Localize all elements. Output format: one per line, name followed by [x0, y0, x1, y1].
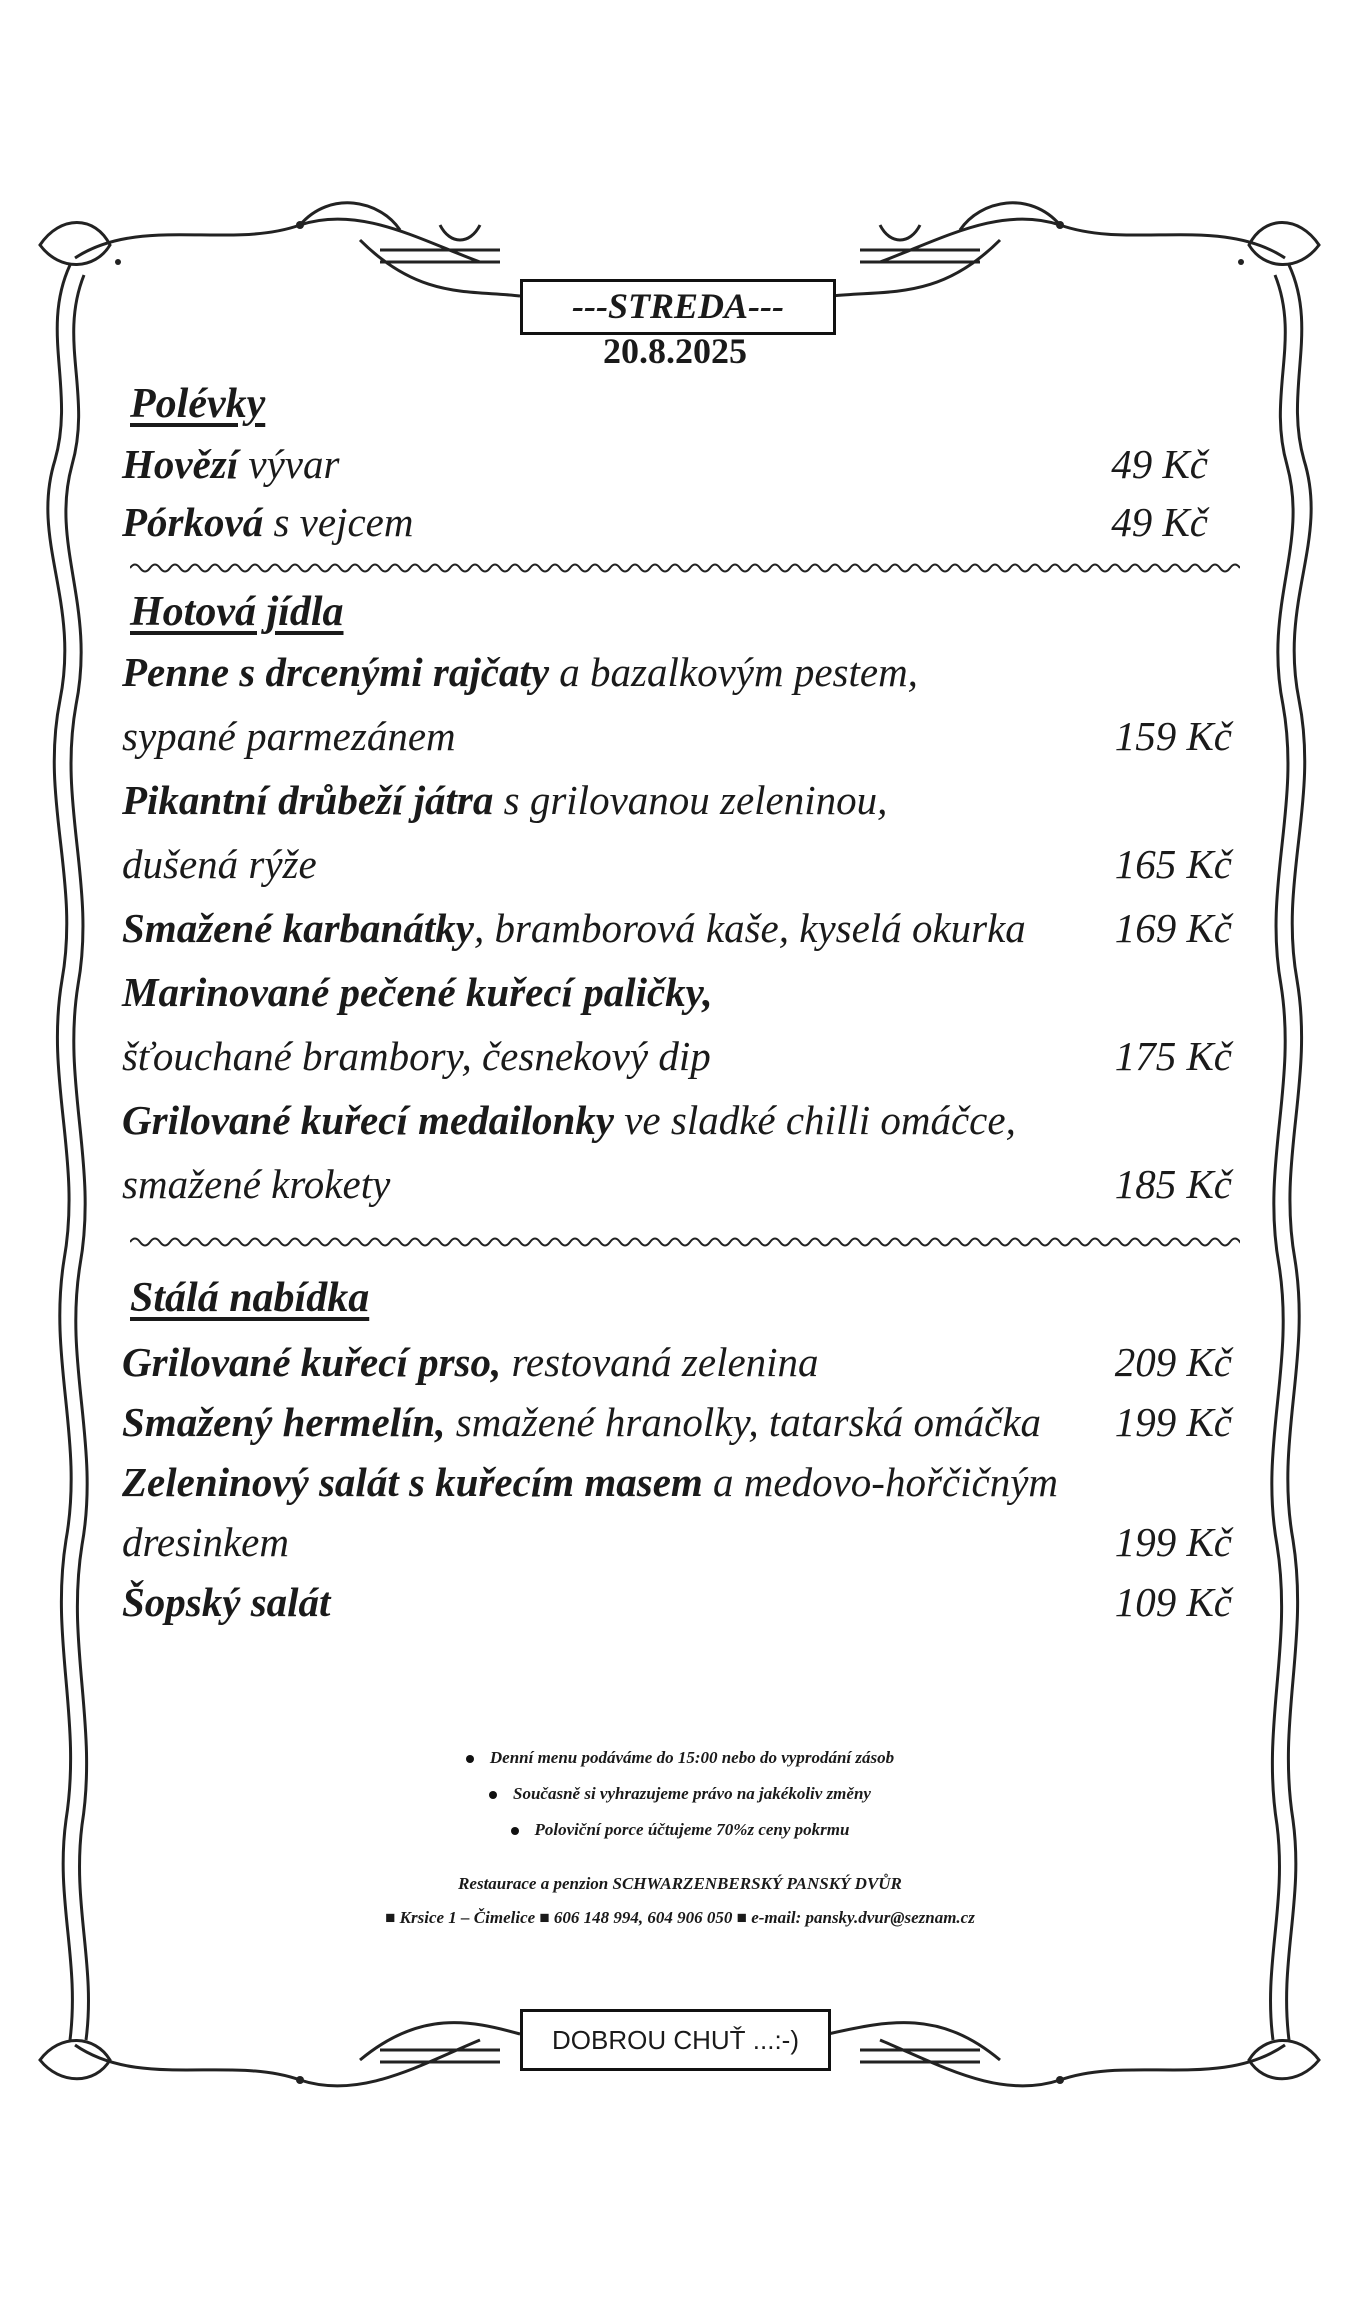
- item-description: a medovo-hořčičným: [702, 1459, 1059, 1505]
- item-description: ve sladké chilli omáčce,: [613, 1097, 1016, 1143]
- bullet-icon: [511, 1827, 519, 1835]
- item-name: Zeleninový salát s kuřecím masem: [122, 1459, 703, 1505]
- item-name: Marinované pečené kuřecí paličky,: [122, 969, 713, 1015]
- item-name: Grilované kuřecí prso,: [122, 1339, 502, 1385]
- menu-item: [122, 962, 1232, 1022]
- item-price: 109 Kč: [1114, 1579, 1232, 1625]
- menu-item: [122, 1392, 1232, 1452]
- wave-divider: [130, 1234, 1240, 1250]
- menu-item-line2: [122, 1512, 1232, 1572]
- item-description: a bazalkovým pestem,: [549, 649, 918, 695]
- item-name: Pórková: [122, 499, 264, 545]
- item-price: 199 Kč: [1114, 1519, 1232, 1565]
- item-name: Penne s drcenými rajčaty: [122, 649, 550, 695]
- item-description: smažené hranolky, tatarská omáčka: [445, 1399, 1042, 1445]
- day-title: ---STREDA---: [520, 279, 836, 335]
- item-description: sypané parmezánem: [122, 713, 456, 759]
- menu-item-line2: [122, 706, 1232, 766]
- item-name: Smažené karbanátky: [122, 905, 474, 951]
- note-item: Současně si vyhrazujeme právo na jakékoliv změny: [300, 1784, 1060, 1804]
- section-heading-hotova: Hotová jídla: [130, 589, 344, 635]
- item-name: Hovězí: [122, 441, 239, 487]
- menu-item: [122, 642, 1232, 702]
- item-price: 49 Kč: [1111, 499, 1208, 545]
- item-price: 165 Kč: [1114, 841, 1232, 887]
- item-description: smažené krokety: [122, 1161, 391, 1207]
- item-description: dresinkem: [122, 1519, 289, 1565]
- menu-item: [122, 1090, 1232, 1150]
- bullet-icon: [489, 1791, 497, 1799]
- closing-greeting: DOBROU CHUŤ ...:-): [520, 2009, 831, 2071]
- item-price: 209 Kč: [1114, 1339, 1232, 1385]
- menu-date: 20.8.2025: [603, 331, 747, 371]
- section-heading-polevky: Polévky: [130, 381, 266, 427]
- menu-item: [122, 898, 1232, 958]
- menu-item: [122, 492, 1232, 552]
- item-price: 49 Kč: [1111, 441, 1208, 487]
- menu-item: [122, 1572, 1232, 1632]
- contact-info: ■ Krsice 1 – Čimelice ■ 606 148 994, 604 906 050 ■ e-mail: pansky.dvur@seznam.cz: [385, 1908, 975, 1927]
- menu-item: [122, 1452, 1232, 1512]
- item-description: dušená rýže: [122, 841, 317, 887]
- item-name: Grilované kuřecí medailonky: [122, 1097, 614, 1143]
- item-description: s vejcem: [263, 499, 414, 545]
- item-description: vývar: [238, 441, 340, 487]
- item-description: restovaná zelenina: [501, 1339, 819, 1385]
- item-price: 175 Kč: [1114, 1033, 1232, 1079]
- item-price: 159 Kč: [1114, 713, 1232, 759]
- menu-item: [122, 770, 1232, 830]
- note-item: Poloviční porce účtujeme 70%z ceny pokrmu: [300, 1820, 1060, 1840]
- item-description: , bramborová kaše, kyselá okurka: [473, 905, 1026, 951]
- restaurant-name: Restaurace a penzion SCHWARZENBERSKÝ PANSKÝ DVŮR: [458, 1874, 902, 1893]
- wave-divider: [130, 560, 1240, 576]
- bullet-icon: [466, 1755, 474, 1763]
- item-name: Pikantní drůbeží játra: [122, 777, 494, 823]
- menu-item-line2: [122, 1026, 1232, 1086]
- note-item: Denní menu podáváme do 15:00 nebo do vyprodání zásob: [300, 1748, 1060, 1768]
- item-description: s grilovanou zeleninou,: [493, 777, 888, 823]
- menu-item-line2: [122, 1154, 1232, 1214]
- item-price: 185 Kč: [1114, 1161, 1232, 1207]
- item-description: šťouchané brambory, česnekový dip: [122, 1033, 711, 1079]
- menu-item: [122, 1332, 1232, 1392]
- menu-item-line2: [122, 834, 1232, 894]
- item-price: 169 Kč: [1114, 905, 1232, 951]
- item-name: Šopský salát: [122, 1579, 331, 1625]
- item-name: Smažený hermelín,: [122, 1399, 446, 1445]
- section-heading-stala: Stálá nabídka: [130, 1275, 370, 1321]
- menu-item: [122, 434, 1232, 494]
- item-price: 199 Kč: [1114, 1399, 1232, 1445]
